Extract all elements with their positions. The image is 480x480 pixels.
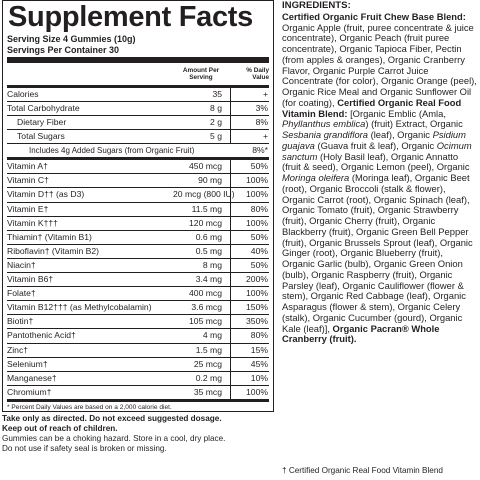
nutrient-name: Zinc† [7, 344, 29, 355]
nutrient-row [7, 115, 269, 129]
nutrient-row [7, 173, 269, 187]
nutrient-amount: 5 g [173, 130, 231, 143]
nutrient-daily-value: 8%* [252, 145, 268, 156]
nutrient-daily-value: + [262, 131, 268, 142]
nutrient-name: Riboflavin† (Vitamin B2) [7, 245, 100, 256]
nutrient-name: Niacin† [7, 259, 36, 270]
nutrient-daily-value: 200% [246, 274, 268, 285]
nutrient-name: Thiamin† (Vitamin B1) [7, 231, 92, 242]
nutrient-amount: 35 [173, 88, 231, 101]
nutrient-daily-value: 50% [250, 259, 268, 270]
nutrient-amount: 20 mcg (800 IU) [173, 188, 231, 201]
directions-line-2: Keep out of reach of children. [2, 424, 118, 433]
ingredients-footnote: † Certified Organic Real Food Vitamin Blend [282, 466, 443, 475]
nutrient-name: Total Sugars [17, 131, 65, 142]
nutrient-row [7, 286, 269, 300]
ingredient-segment: (Moringa leaf), Organic Beet (root), Organic Broccoli (stalk & flower), Organic Carrot (root), Organic Spinach (leaf), Organic Tomato (fruit), Organic Strawberry (fruit), Organic Cherry (fruit), Organic Blackberry (fruit), Organic Green Bell Pepper (fruit), Organic Brussels Sprout (leaf), Organic Ginger (root), Organic Blueberry (fruit), Organic Garlic (bulb), Organic Green Onion (bulb), Organic Raspberry (fruit), Organic Parsley (leaf), Organic Cauliflower (flower & stem), Organic Red Cabbage (leaf), Organic Asparagus (flower & stem), Organic Celery (stalk), Organic Cucumber (gourd), Organic Kale (leaf)], [282, 172, 473, 334]
nutrient-row [7, 143, 269, 157]
nutrient-daily-value: 80% [250, 330, 268, 341]
footnote-daily-values: * Percent Daily Values are based on a 2,000 calorie diet. [7, 403, 172, 411]
nutrient-amount: 25 mcg [173, 358, 231, 371]
nutrient-row [7, 244, 269, 258]
nutrient-name: Vitamin C† [7, 175, 49, 186]
nutrient-row [7, 129, 269, 143]
nutrient-row [7, 258, 269, 272]
nutrient-row [7, 328, 269, 342]
ingredient-segment: [Organic Emblic (Amla, [347, 107, 446, 119]
serving-size: Serving Size 4 Gummies (10g) [7, 34, 136, 44]
nutrient-row [7, 371, 269, 385]
ingredient-segment: Ocimum sanctum [282, 139, 472, 162]
nutrient-amount: 1.5 mg [173, 344, 231, 357]
nutrient-name: Vitamin E† [7, 203, 49, 214]
nutrient-amount: 8 g [173, 102, 231, 115]
nutrient-daily-value: 8% [255, 117, 268, 127]
ingredients-title: INGREDIENTS: [282, 0, 351, 11]
nutrient-name: Vitamin D†† (as D3) [7, 189, 85, 200]
nutrient-row [7, 357, 269, 371]
nutrient-row [7, 160, 269, 173]
ingredient-segment: Moringa oleifera [282, 172, 350, 183]
ingredient-segment: Phyllanthus emblica [282, 118, 366, 130]
nutrient-amount: 0.5 mg [173, 245, 231, 258]
ingredient-segment: Organic Pacran® Whole Cranberry (fruit). [282, 322, 440, 345]
nutrient-daily-value: + [262, 88, 268, 99]
nutrient-amount: 8 mg [173, 259, 231, 272]
nutrient-name: Chromium† [7, 386, 52, 397]
nutrient-daily-value: 350% [246, 316, 268, 327]
nutrient-amount: 0.2 mg [173, 372, 231, 385]
nutrient-row [7, 101, 269, 115]
nutrient-daily-value: 10% [250, 372, 268, 383]
nutrient-amount: 450 mcg [173, 160, 231, 173]
nutrient-amount: 35 mcg [173, 386, 231, 399]
directions-line-1: Take only as directed. Do not exceed suggested dosage. [2, 414, 222, 423]
nutrient-amount: 400 mcg [173, 287, 231, 300]
nutrient-name: Vitamin B6† [7, 274, 54, 285]
nutrient-daily-value: 100% [246, 175, 268, 186]
nutrient-amount: 0.6 mg [173, 231, 231, 244]
nutrient-amount: 105 mcg [173, 315, 231, 328]
directions-line-3: Gummies can be a choking hazard. Store in a cool, dry place. [2, 434, 226, 443]
ingredient-segment: (Holy Basil leaf), Organic Annatto (fruit & seed), Organic Lemon (peel), Organic [282, 150, 470, 173]
ingredients-text [282, 12, 478, 345]
nutrient-row [7, 300, 269, 314]
nutrient-name: Calories [7, 88, 39, 99]
nutrient-row [7, 385, 269, 399]
nutrient-daily-value: 100% [246, 288, 268, 299]
nutrient-daily-value: 100% [246, 189, 268, 200]
nutrient-name: Pantothenic Acid† [7, 330, 76, 341]
nutrient-row [7, 202, 269, 216]
nutrient-daily-value: 45% [250, 358, 268, 369]
nutrient-name: Includes 4g Added Sugars (from Organic Fruit) [29, 146, 195, 156]
nutrient-name: Selenium† [7, 358, 48, 369]
servings-per-container: Servings Per Container 30 [7, 44, 120, 55]
nutrient-name: Vitamin B12††† (as Methylcobalamin) [7, 302, 152, 313]
nutrient-row [7, 88, 269, 101]
nutrient-row [7, 187, 269, 201]
ingredient-segment: Psidium guajava [282, 129, 466, 151]
nutrient-daily-value: 50% [250, 231, 268, 242]
nutrient-daily-value: 3% [255, 102, 268, 113]
nutrient-row [7, 216, 269, 230]
nutrient-daily-value: 100% [246, 217, 268, 228]
nutrient-amount: 120 mcg [173, 217, 231, 230]
nutrient-amount: 3.4 mg [173, 273, 231, 286]
ingredient-segment: Organic Apple (fruit, puree concentrate & juice concentrate), Organic Peach (fruit puree concentrate), Organic Tapioca Fiber, Pectin (from apples & oranges), Organic Cranberry Flavor, Organic Purple Carrot Juice Concentrate (for color), Organic Orange (peel), Organic Rice Meal and Organic Sunflower Oil (for coating), [282, 21, 477, 108]
ingredient-segment: Certified Organic Real Food Vitamin Blend: [282, 96, 462, 119]
facts-title: Supplement Facts [8, 1, 253, 33]
directions [2, 414, 274, 454]
nutrient-row [7, 272, 269, 286]
nutrient-amount: 2 g [173, 116, 231, 129]
nutrient-name: Folate† [7, 288, 36, 299]
nutrient-name: Biotin† [7, 316, 34, 327]
daily-value-header: % Daily Value [246, 67, 269, 82]
ingredient-segment: (leaf), Organic [368, 129, 433, 140]
nutrient-name: Total Carbohydrate [7, 102, 80, 113]
ingredients-panel [282, 1, 478, 345]
nutrient-daily-value: 100% [246, 386, 268, 397]
nutrient-row [7, 314, 269, 328]
directions-line-4: Do not use if safety seal is broken or missing. [2, 444, 167, 453]
ingredient-segment: ) (fruit) Extract, Organic [365, 118, 463, 130]
facts-footnotes [7, 402, 269, 412]
nutrient-amount: 4 mg [173, 329, 231, 342]
nutrient-table [7, 88, 269, 399]
nutrient-row [7, 343, 269, 357]
ingredient-segment: (Guava fruit & leaf), Organic [314, 139, 437, 151]
nutrient-name: Manganese† [7, 372, 57, 383]
supplement-facts-panel [2, 0, 274, 412]
ingredient-segment: Certified Organic Fruit Chew Base Blend: [282, 10, 466, 22]
nutrient-name: Vitamin K††† [7, 217, 58, 228]
nutrient-daily-value: 15% [250, 344, 268, 355]
nutrient-daily-value: 50% [250, 161, 268, 172]
nutrient-name: Dietary Fiber [17, 117, 67, 127]
nutrient-row [7, 230, 269, 244]
nutrient-amount: 90 mg [173, 174, 231, 187]
nutrient-daily-value: 150% [246, 302, 268, 313]
nutrient-daily-value: 40% [250, 245, 268, 256]
column-headers [7, 63, 269, 85]
ingredient-segment: Sesbania grandiflora [282, 129, 368, 140]
nutrient-amount: 11.5 mg [173, 203, 231, 216]
amount-per-serving-header: Amount Per Serving [182, 67, 220, 82]
nutrient-name: Vitamin A† [7, 161, 48, 172]
nutrient-amount: 3.6 mcg [173, 301, 231, 314]
nutrient-daily-value: 80% [250, 203, 268, 214]
